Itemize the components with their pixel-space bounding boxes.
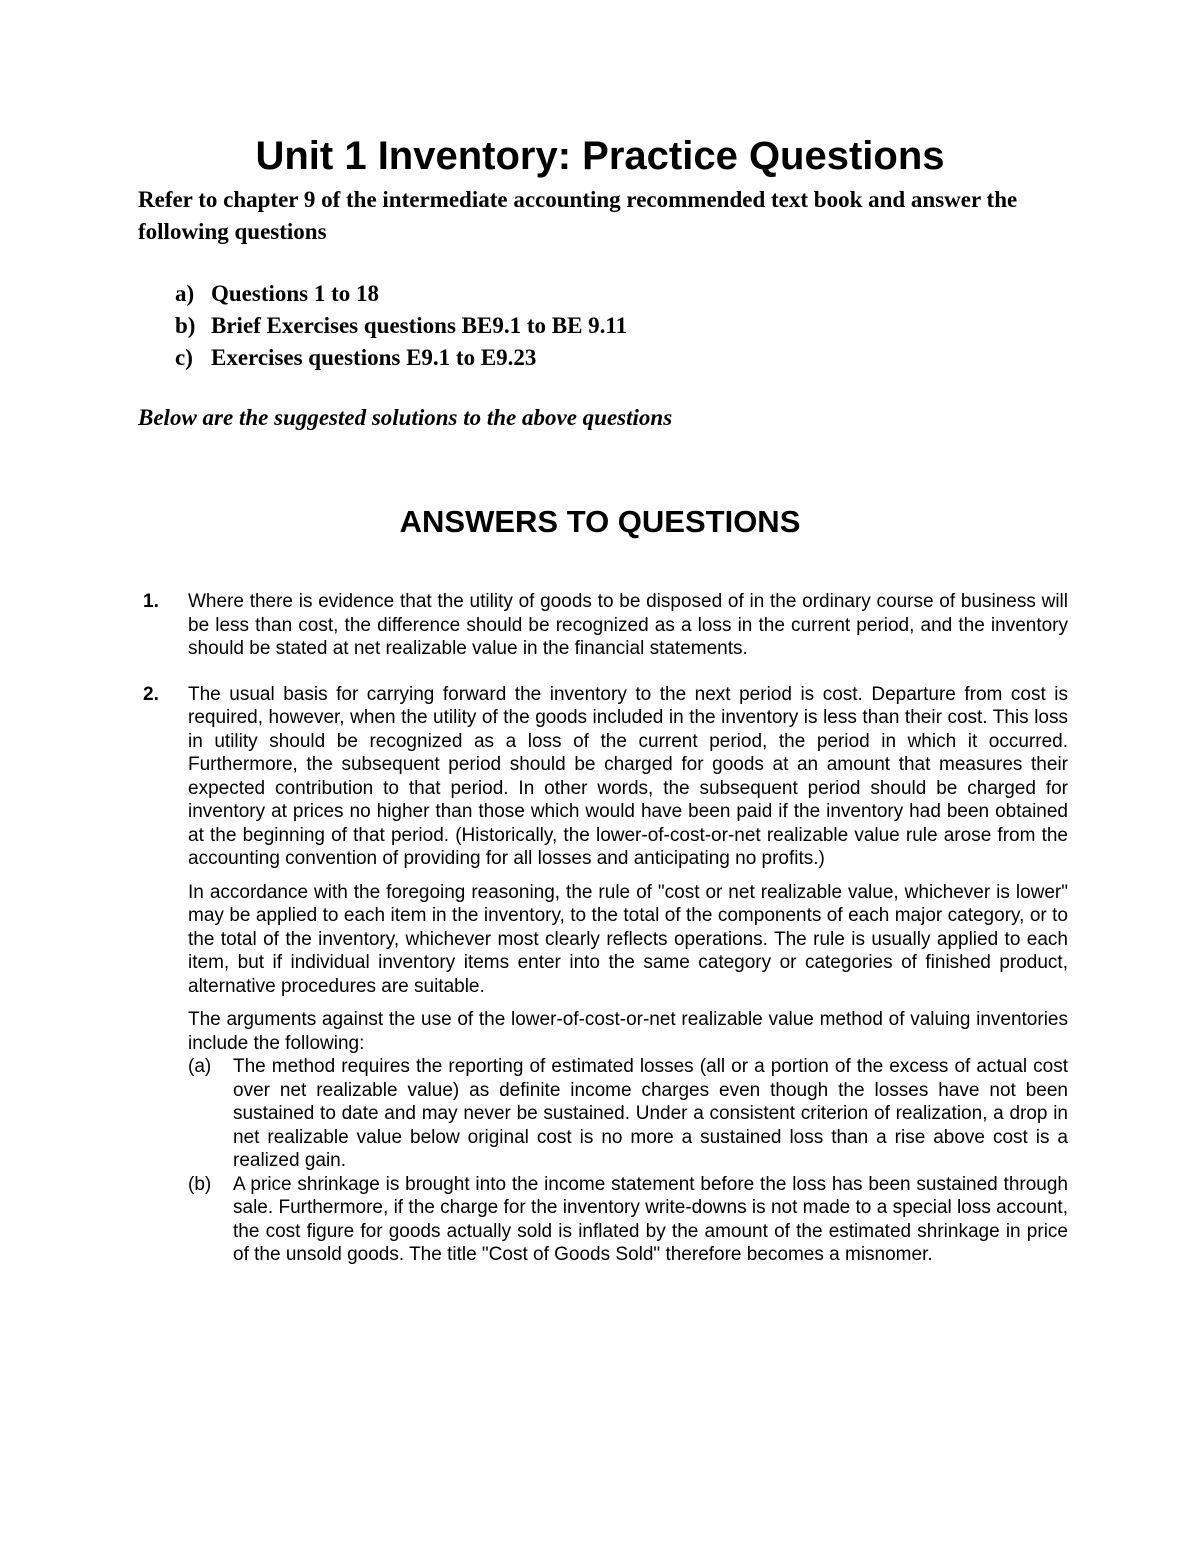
answers-heading: ANSWERS TO QUESTIONS <box>399 504 801 539</box>
answer-paragraph: The arguments against the use of the lower-of-cost-or-net realizable value method of valuing inventories include the following: <box>188 1009 1068 1054</box>
solutions-note: Below are the suggested solutions to the above questions <box>138 405 673 430</box>
document-title: Unit 1 Inventory: Practice Questions <box>255 134 945 178</box>
sub-item-label: (b) <box>188 1173 212 1195</box>
sub-item-text: The method requires the reporting of estimated losses (all or a portion of the excess of actual cost over net realizable value) as definite income charges even though the losses have not been sustained to date and may never be sustained. Under a consistent criterion of realization, a drop in net realizable value below original cost is no more a sustained loss than a rise above cost is a realized gain. <box>233 1056 1068 1171</box>
sub-item-b <box>188 1173 1068 1267</box>
answer-paragraph: Where there is evidence that the utility of goods to be disposed of in the ordinary course of business will be less than cost, the difference should be recognized as a loss in the current period, and the inventory should be stated at net realizable value in the financial statements. <box>188 591 1068 659</box>
answer-item-2 <box>143 683 1068 1267</box>
list-item <box>175 310 627 342</box>
answer-body <box>188 683 1068 1267</box>
list-item-text: Brief Exercises questions BE9.1 to BE 9.11 <box>211 313 628 338</box>
answer-number: 2. <box>143 683 159 705</box>
question-list <box>175 278 627 374</box>
answer-number: 1. <box>143 591 159 612</box>
list-item-text: Exercises questions E9.1 to E9.23 <box>211 345 537 370</box>
answer-paragraph: The usual basis for carrying forward the inventory to the next period is cost. Departure from cost is required, however, when the utility of the goods included in the inventory is less than their cost. This loss in utility should be recognized as a loss of the current period, the period in which it occurred. Furthermore, the subsequent period should be charged for goods at an amount that measures their expected contribution to that period. In other words, the subsequent period should be charged for inventory at prices no higher than those which would have been paid if the inventory had been obtained at the beginning of that period. (Historically, the lower-of-cost-or-net realizable value rule arose from the accounting convention of providing for all losses and anticipating no profits.) <box>188 683 1068 869</box>
answer-body <box>188 590 1068 671</box>
answer-paragraph: In accordance with the foregoing reasoning, the rule of "cost or net realizable value, whichever is lower" may be applied to each item in the inventory, to the total of the components of each major category, or to the total of the inventory, whichever most clearly reflects operations. The rule is usually applied to each item, but if individual inventory items enter into the same category or categories of finished product, alternative procedures are suitable. <box>188 881 1068 997</box>
list-item <box>175 342 627 374</box>
list-marker: b) <box>175 313 196 338</box>
list-marker: a) <box>175 281 195 306</box>
list-item-text: Questions 1 to 18 <box>211 281 380 306</box>
answer-item-1 <box>143 590 1068 671</box>
sub-item-label: (a) <box>188 1056 212 1077</box>
sub-item-text: A price shrinkage is brought into the income statement before the loss has been sustained through sale. Furthermore, if the charge for the inventory write-downs is not made to a special loss account, the cost figure for goods actually sold is inflated by the amount of the estimated shrinkage in price of the unsold goods. The title "Cost of Goods Sold" therefore becomes a misnomer. <box>233 1173 1068 1265</box>
list-item <box>175 278 627 310</box>
list-marker: c) <box>175 345 193 370</box>
intro-instructions: Refer to chapter 9 of the intermediate accounting recommended text book and answer the following questions <box>138 187 1018 244</box>
sub-item-a <box>188 1055 1068 1173</box>
answers-list <box>143 590 1068 1279</box>
